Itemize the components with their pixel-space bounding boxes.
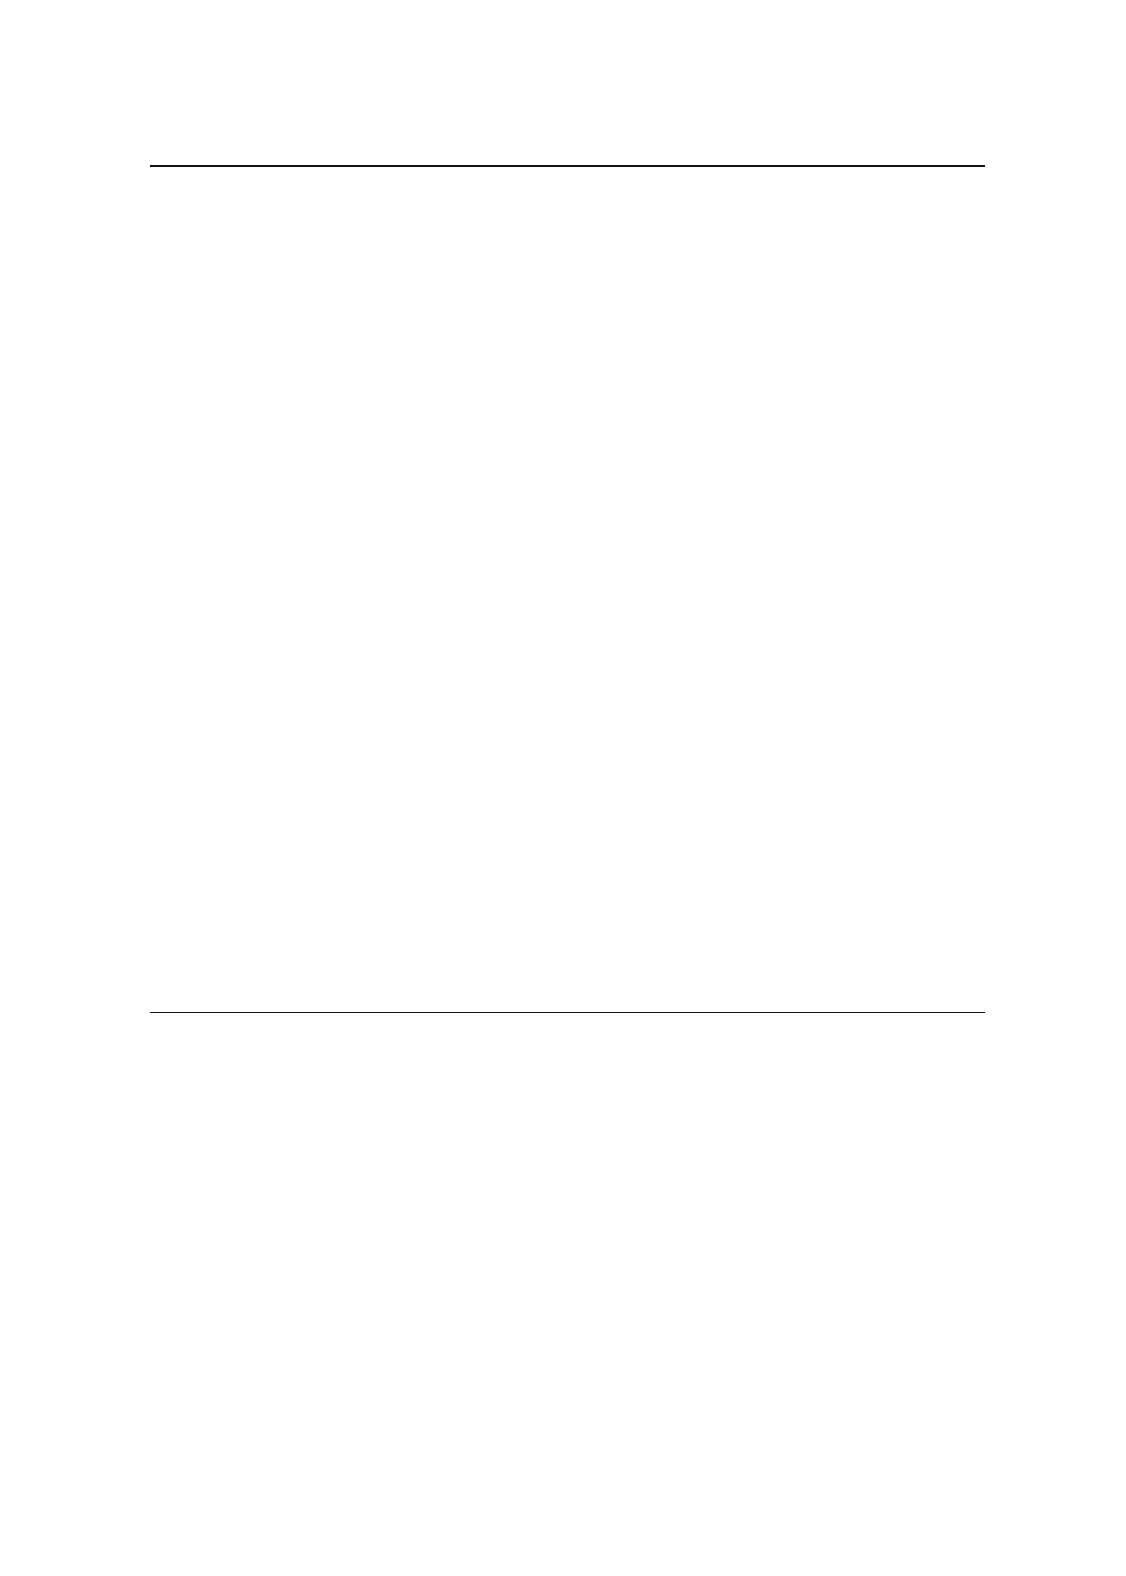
page-header	[150, 112, 985, 166]
footnote-divider	[150, 1012, 985, 1013]
header-divider	[150, 165, 985, 167]
chapter-heading-line	[100, 730, 985, 810]
